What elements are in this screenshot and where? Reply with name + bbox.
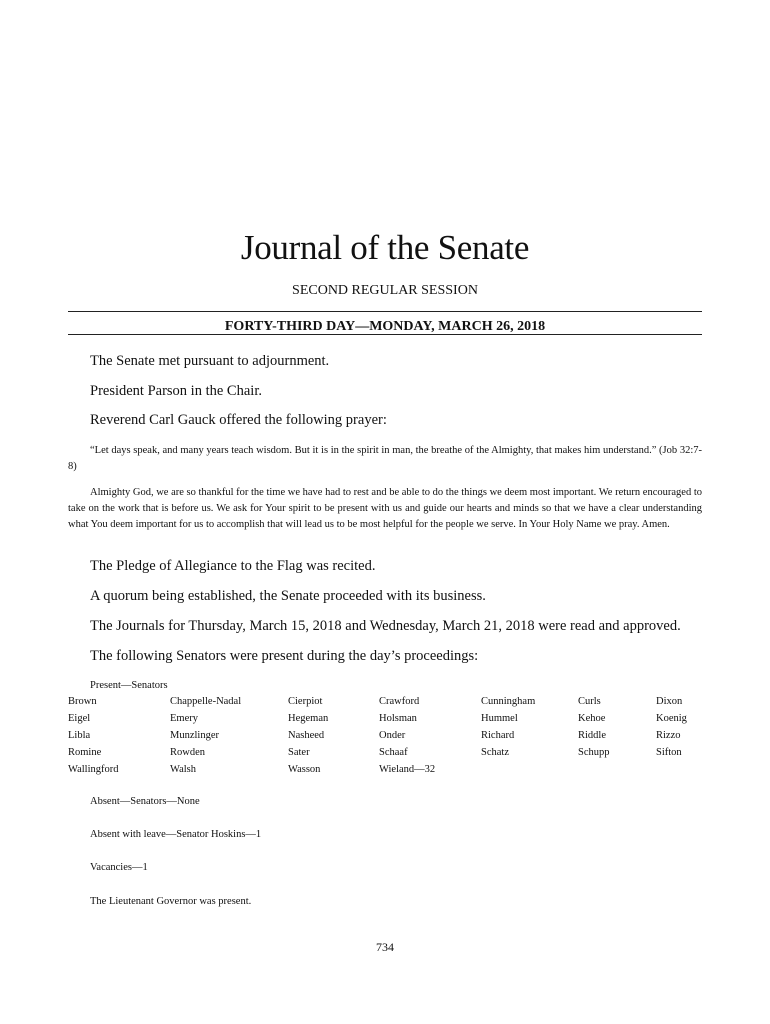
prayer-intro: Reverend Carl Gauck offered the following prayer: bbox=[90, 412, 387, 428]
senator-name: Sifton bbox=[656, 747, 682, 758]
senator-name: Rowden bbox=[170, 747, 205, 758]
senator-name: Nasheed bbox=[288, 730, 325, 741]
senator-name: Wieland—32 bbox=[379, 764, 436, 775]
senator-name: Chappelle-Nadal bbox=[170, 696, 242, 707]
senator-name: Crawford bbox=[379, 696, 420, 707]
senator-name: Schupp bbox=[578, 747, 610, 758]
senator-name: Wasson bbox=[288, 764, 321, 775]
senator-name: Eigel bbox=[68, 713, 91, 724]
scripture-quote: “Let days speak, and many years teach wisdom. But it is in the spirit in man, the breathe of the Almighty, that makes him understand.” (Job 32:7-8) bbox=[68, 445, 702, 472]
vacancies-text: Vacancies—1 bbox=[90, 862, 148, 873]
senator-name: Kehoe bbox=[578, 713, 606, 724]
prayer-text: Almighty God, we are so thankful for the time we have had to rest and be able to do the things we deem most important. We return encouraged to take on the work that is before us. We ask for Your spirit to be present with us and guide our hearts and minds so that we have a clear understanding what You deem important for us to accomplish that will lead us to be most helpful for the people we serve. In Your Holy Name we pray. Amen. bbox=[68, 487, 702, 530]
adjournment-text: The Senate met pursuant to adjournment. bbox=[90, 353, 330, 369]
senator-name: Romine bbox=[68, 747, 102, 758]
top-rule bbox=[68, 311, 702, 312]
senator-name: Brown bbox=[68, 696, 97, 707]
absent-text: Absent—Senators—None bbox=[90, 796, 200, 807]
senator-name: Onder bbox=[379, 730, 406, 741]
page-number: 734 bbox=[376, 940, 394, 954]
journal-title: Journal of the Senate bbox=[240, 228, 530, 267]
senator-name: Schatz bbox=[481, 747, 509, 758]
senator-name: Curls bbox=[578, 696, 601, 707]
senator-name: Riddle bbox=[578, 730, 606, 741]
absent-with-leave-text: Absent with leave—Senator Hoskins—1 bbox=[90, 829, 262, 840]
present-label: Present—Senators bbox=[90, 680, 168, 691]
senator-name: Emery bbox=[170, 713, 198, 724]
journals-text: The Journals for Thursday, March 15, 2018 and Wednesday, March 21, 2018 were read and approved. bbox=[90, 618, 681, 634]
senator-name: Sater bbox=[288, 747, 310, 758]
senator-name: Cierpiot bbox=[288, 696, 323, 707]
senator-name: Libla bbox=[68, 730, 91, 741]
senator-name: Munzlinger bbox=[170, 730, 219, 741]
senator-name: Hummel bbox=[481, 713, 518, 724]
senator-name: Rizzo bbox=[656, 730, 681, 741]
senator-name: Walsh bbox=[170, 764, 196, 775]
present-intro: The following Senators were present during the day’s proceedings: bbox=[90, 648, 479, 664]
session-label: SECOND REGULAR SESSION bbox=[292, 283, 478, 298]
quorum-text: A quorum being established, the Senate proceeded with its business. bbox=[90, 588, 486, 604]
senator-name: Dixon bbox=[656, 696, 683, 707]
senator-name: Holsman bbox=[379, 713, 417, 724]
pledge-text: The Pledge of Allegiance to the Flag was recited. bbox=[90, 558, 376, 574]
lieutenant-governor-text: The Lieutenant Governor was present. bbox=[90, 896, 252, 907]
senator-name: Koenig bbox=[656, 713, 687, 724]
senator-name: Wallingford bbox=[68, 764, 119, 775]
senator-name: Schaaf bbox=[379, 747, 408, 758]
day-heading: FORTY-THIRD DAY—MONDAY, MARCH 26, 2018 bbox=[224, 319, 546, 334]
senator-name: Richard bbox=[481, 730, 515, 741]
chair-text: President Parson in the Chair. bbox=[90, 383, 262, 399]
senator-name: Cunningham bbox=[481, 696, 536, 707]
bottom-rule bbox=[68, 334, 702, 335]
senator-name: Hegeman bbox=[288, 713, 329, 724]
